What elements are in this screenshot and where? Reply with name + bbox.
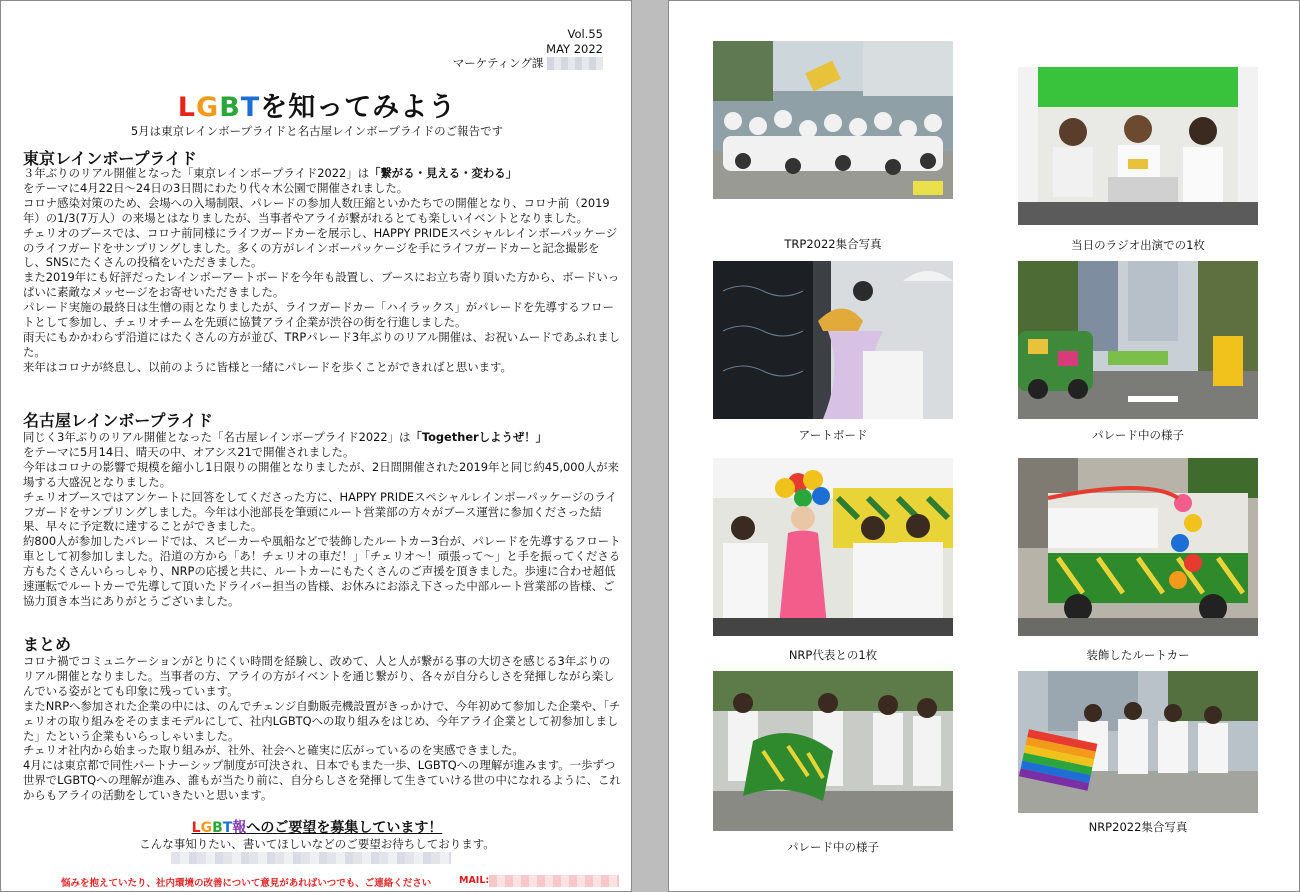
footer-notice: 悩みを抱えていたり、社内環境の改善について意見があればいつでも、ご連絡ください xyxy=(61,878,432,889)
photo-caption: 当日のラジオ出演での1枚 xyxy=(1071,238,1205,252)
redacted-name xyxy=(547,57,603,70)
section-body-summary: コロナ禍でコミュニケーションがとりにくい時間を経験し、改めて、人と人が繋がる事の大切さを感じる3年ぶりのリアル開催となりました。当事者の方、アライの方がイベントを通じ繋がり、各々が自分らしさを発揮しながら楽しんでいる姿がとても印象に残っています。 またNRPへ参加された企業の中には、のんでチェンジ自動販売機設置がきっかけで、今年初めて参加した企業や、「チェリオの取り組みをそのままモデルにして、社内LGBTQへの取り組みをはじめ、今年アライ企業として初参加しました」たという企業もいらっしゃいました。 チェリオ社内から始まった取り組みが、社外、社会へと確実に広がっているのを実感できました。 4月には東京都で同性パートナーシップ制度が可決され、日本でもまた一歩、LGBTQへの理解が進みます。一歩ずつ世界でLGBTQへの理解が進み、誰もが当たり前に、自分らしさを発揮して生きていける世の中になれるように、これからもアライの活動をしていきたいと思います。 xyxy=(23,654,621,803)
photo-trp-group xyxy=(713,41,953,199)
photo-artboard xyxy=(713,261,953,419)
redacted-contact xyxy=(171,852,451,864)
photo-radio xyxy=(1018,67,1258,225)
photo-caption: NRP代表との1枚 xyxy=(788,648,878,662)
page-subtitle: 5月は東京レインボープライドと名古屋レインボープライドのご報告です xyxy=(130,124,504,138)
section-body-tokyo: ３年ぶりのリアル開催となった「東京レインボープライド2022」は「繋がる・見える・変わる」 をテーマに4月22日～24日の3日間にわたり代々木公園で開催されました。 コロナ感染対策のため、会場への入場制限、パレードの参加人数圧縮といかたちでの開催となり、コロナ前（2019年）の1/3(7万人）の来場とはなりましたが、当事者やアライが繋がれるとても楽しいイベントとなりました。 チェリオのブースでは、コロナ前同様にライフガードカーを展示し、HAPPY PRIDEスペシャルレインボーパッケージのライフガードをサンプリングしました。多くの方がレインボーパッケージを手にライフガードカーと記念撮影をし、SNSにたくさんの投稿をいただきました。 また2019年にも好評だったレインボーアートボードを今年も設置し、ブースにお立ち寄り頂いた方から、ボードいっぱいに素敵なメッセージをお寄せいただきました。 パレード実施の最終日は生憎の雨となりましたが、ライフガードカー「ハイラックス」がパレードを先導するフロートとして参加し、チェリオチームを先頭に協賛アライ企業が渋谷の街を行進しました。 雨天にもかかわらず沿道にはたくさんの方が並び、TRPパレード3年ぶりのリアル開催は、お祝いムードであふれました。 来年はコロナが終息し、以前のように皆様と一緒にパレードを歩くことができればと思います。 xyxy=(23,166,621,374)
department: マーケティング課 xyxy=(453,56,603,70)
section-heading-tokyo: 東京レインボープライド xyxy=(23,149,197,168)
photo-nrp-group xyxy=(1018,671,1258,813)
photo-caption: パレード中の様子 xyxy=(1092,428,1184,442)
section-heading-nagoya: 名古屋レインボープライド xyxy=(23,411,213,430)
photo-caption: パレード中の様子 xyxy=(787,840,879,854)
section-heading-summary: まとめ xyxy=(23,635,72,654)
photo-caption: 装飾したルートカー xyxy=(1086,648,1190,662)
photo-parade-street xyxy=(1018,261,1258,419)
redacted-email xyxy=(489,875,619,887)
volume-number: Vol.55 xyxy=(567,27,603,41)
issue-date: MAY 2022 xyxy=(546,42,603,56)
page-title: LGBTを知ってみよう xyxy=(177,92,457,123)
photo-caption: NRP2022集合写真 xyxy=(1088,820,1188,834)
photo-caption: TRP2022集合写真 xyxy=(784,237,882,251)
photo-parade-flag xyxy=(713,671,953,831)
newsletter-page-photos xyxy=(668,0,1300,892)
photo-route-car xyxy=(1018,458,1258,636)
newsletter-page-text xyxy=(0,0,632,892)
request-subtext: こんな事知りたい、書いてほしいなどのご要望お待ちしております。 xyxy=(139,837,495,851)
request-heading: LGBT報へのご要望を募集しています！ xyxy=(191,820,443,836)
photo-nrp-representative xyxy=(713,458,953,636)
photo-caption: アートボード xyxy=(798,428,868,442)
footer-mail-label: MAIL: xyxy=(459,875,490,886)
section-body-nagoya: 同じく3年ぶりのリアル開催となった「名古屋レインボープライド2022」は「Togetherしようぜ！」 をテーマに5月14日、晴天の中、オアシス21で開催されました。 今年はコロナの影響で規模を縮小し1日限りの開催となりましたが、2日間開催された2019年と同じ約45,000人が来場する大盛況となりました。 チェリオブースではアンケートに回答をしてくださった方に、HAPPY PRIDEスペシャルレインボーパッケージのライフガードをサンプリングしました。今年は小池部長を筆頭にルート営業部の方々がブース運営に参加くださった結果、早々に予定数に達することができました。 約800人が参加したパレードでは、スピーカーや風船などで装飾したルートカー3台が、パレードを先導するフロート車として初参加しました。沿道の方から「あ！チェリオの車だ！」「チェリオ～！頑張って～」と手を振ってくださる方もたくさんいらっしゃり、NRPの応援と共に、ルートカーにもたくさんのご声援を頂きました。歩速に合わせ超低速運転でルートカーで先導して頂いたドライバー担当の皆様、お休みにお添え下さった中部ルート営業部の皆様、ご協力頂き本当にありがとうございました。 xyxy=(23,430,621,608)
